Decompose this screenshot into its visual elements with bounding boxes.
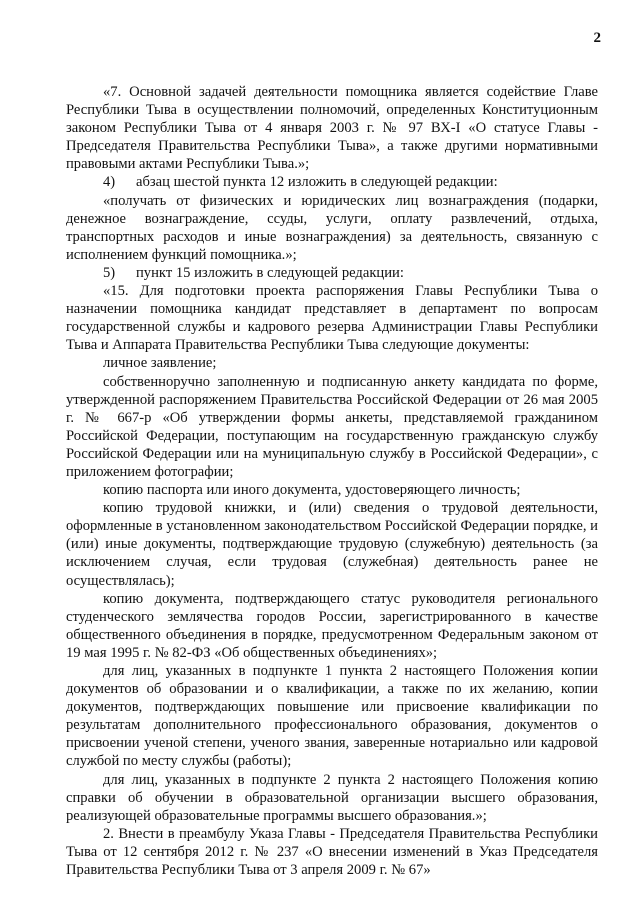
paragraph-5: собственноручно заполненную и подписанную анкету кандидата по форме, утвержденной распоряжением Правительства Российской Федерации от 26 мая 2005 г. № 667-р «Об утверждении формы анкеты, представляемой гражданином Российской Федерации, поступающим на государственную гражданскую службу Российской Федерации или на муниципальную службу в Российской Федерации», с приложением фотографии; <box>66 373 598 480</box>
paragraph-8: копию документа, подтверждающего статус руководителя регионального студенческого землячества городов России, зарегистрированного в качестве общественного объединения в порядке, предусмотренном Федеральным законом от 19 мая 1995 г. № 82-ФЗ «Об общественных объединениях»; <box>66 590 598 661</box>
paragraph-11: 2. Внести в преамбулу Указа Главы - Председателя Правительства Республики Тыва от 12 сентября 2012 г. № 237 «О внесении изменений в Указ Председателя Правительства Республики Тыва от 3 апреля 2009 г. № 67» <box>66 825 598 879</box>
list-item-4 <box>66 173 598 191</box>
paragraph-9: для лиц, указанных в подпункте 1 пункта 2 настоящего Положения копии документов об образовании и о квалификации, а также по их желанию, копии документов, подтверждающих повышение или присвоение квалификации по результатам дополнительного профессионального образования, документов о присвоении ученой степени, ученого звания, заверенные нотариально или кадровой службой по месту службы (работы); <box>66 663 598 770</box>
paragraph-10: для лиц, указанных в подпункте 2 пункта 2 настоящего Положения копию справки об обучении в образовательной организации высшего образования, реализующей образовательные программы высшего образования.»; <box>66 771 598 824</box>
document-body <box>66 83 598 879</box>
paragraph-2: «получать от физических и юридических лиц вознаграждения (подарки, денежное вознаграждение, ссуды, услуги, оплату развлечений, отдыха, транспортных расходов и иные вознаграждения) за деятельность, связанную с исполнением функций помощника.»; <box>66 192 598 263</box>
list-item-text: абзац шестой пункта 12 изложить в следующей редакции: <box>136 174 498 191</box>
list-item-number: 5) <box>103 264 116 281</box>
paragraph-4: личное заявление; <box>103 355 217 372</box>
list-item-text: пункт 15 изложить в следующей редакции: <box>136 264 404 281</box>
paragraph-6: копию паспорта или иного документа, удостоверяющего личность; <box>103 482 521 499</box>
page-number: 2 <box>593 30 601 46</box>
paragraph-3: «15. Для подготовки проекта распоряжения Главы Республики Тыва о назначении помощника кандидат представляет в департамент по вопросам государственной службы и кадрового резерва Администрации Главы Республики Тыва и Аппарата Правительства Республики Тыва следующие документы: <box>66 283 598 354</box>
paragraph-1: «7. Основной задачей деятельности помощника является содействие Главе Республики Тыва в осуществлении полномочий, определенных Конституционным законом Республики Тыва от 4 января 2003 г. № 97 ВХ-I «О статусе Главы - Председателя Правительства Республики Тыва», а также другими нормативными правовыми актами Республики Тыва.»; <box>66 84 598 173</box>
list-item-number: 4) <box>103 174 116 191</box>
list-item-5 <box>66 264 598 282</box>
paragraph-7: копию трудовой книжки, и (или) сведения о трудовой деятельности, оформленные в установленном законодательством Российской Федерации порядке, и (или) иные документы, подтверждающие трудовую (служебную) деятельность (за исключением случая, если трудовая (служебная) деятельность ранее не осуществлялась); <box>66 500 598 589</box>
